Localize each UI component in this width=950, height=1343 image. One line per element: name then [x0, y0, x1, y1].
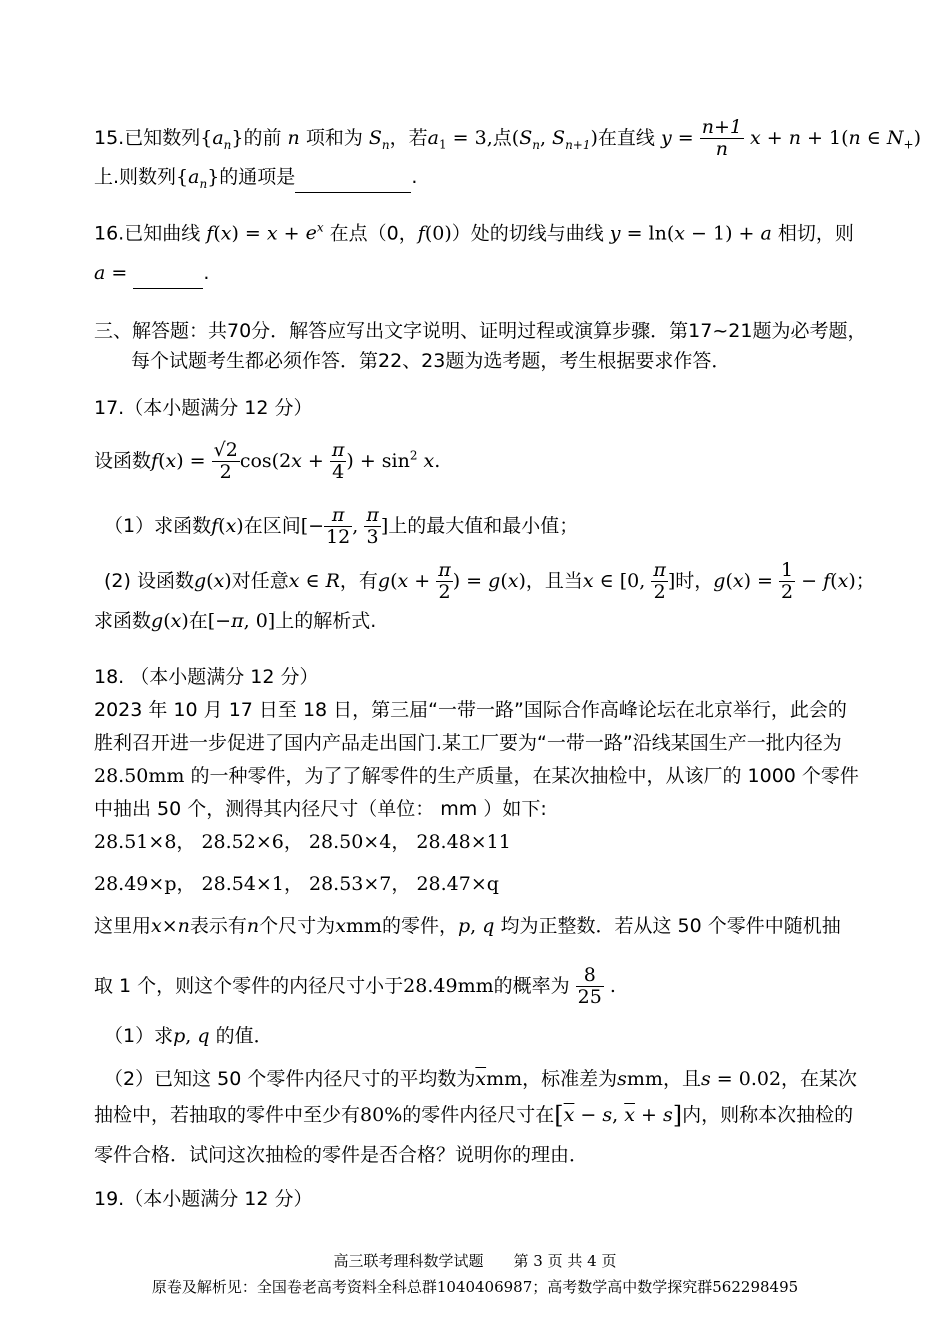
data-item: 28.49×p	[94, 873, 177, 895]
q19-header: 19.（本小题满分 12 分）	[94, 1188, 313, 1210]
q18-line6: 取 1 个，则这个零件的内径尺寸小于28.49mm的概率为 $\frac{8}{25}$ .	[94, 964, 616, 1008]
q18-line3: 28.50mm 的一种零件，为了了解零件的生产质量，在某次抽检中，从该厂的 1000 个零件	[94, 765, 859, 787]
q18-line5: 这里用x×n表示有n个尺寸为xmm的零件，p, q 均为正整数．若从这 50 个零件中随机抽	[94, 915, 841, 937]
fraction-n1-over-n: $\frac{n+1}{n}$	[701, 116, 742, 160]
q17-part2: (2) 设函数g(x)对任意x ∈ R，有g(x + $\frac{\pi}{2}$ ) = g(x)，且当x ∈ [0, $\frac{\pi}{2}$ ]时，g(x) = $\frac{1}{2}$ − f(x)；	[104, 559, 875, 603]
q15-line1: 15.已知数列$\{a_n\}$的前 n 项和为 $S_n$，若$a_1 = 3$,点($S_n$, $S_{n+1}$)在直线 y = $\frac{n+1}{n}$ x + n + 1(n ∈ $N_+$)	[94, 116, 921, 160]
page-footer: 高三联考理科数学试题 第 3 页 共 4 页	[333, 1252, 617, 1270]
q18-part2-line2: 抽检中，若抽取的零件中至少有80%的零件内径尺寸在[$\overline{x} - s$, $\overline{x} + s$]内，则称本次抽检的	[94, 1101, 854, 1130]
section3-line2: 每个试题考生都必须作答．第22、23题为选考题，考生根据要求作答．	[131, 350, 731, 372]
q18-part2: （2）已知这 50 个零件内径尺寸的平均数为$\overline{x}mm$，标准差为smm，且s = 0.02，在某次	[104, 1068, 858, 1090]
q18-data-row1: 28.51×8， 28.52×6， 28.50×4， 28.48×11	[94, 831, 511, 853]
q18-data-row2: 28.49×p， 28.54×1， 28.53×7， 28.47×q	[94, 873, 499, 895]
q18-header: 18. （本小题满分 12 分）	[94, 666, 319, 688]
q17-part1: （1）求函数f(x)在区间[− $\frac{\pi}{12}$ , $\frac{\pi}{3}$ ]上的最大值和最小值；	[104, 504, 579, 548]
q18-line4: 中抽出 50 个，测得其内径尺寸（单位： mm ）如下:	[94, 798, 547, 820]
answer-blank-15[interactable]	[295, 162, 411, 193]
data-item: 28.47×q	[416, 873, 499, 895]
q16-line2: a = .	[94, 258, 209, 289]
data-item: 28.54×1	[201, 873, 284, 895]
data-item: 28.51×8	[94, 831, 177, 853]
data-item: 28.52×6	[201, 831, 284, 853]
q15-line2: 上.则数列$\{a_n\}$的通项是 .	[94, 162, 417, 199]
q17-header: 17.（本小题满分 12 分）	[94, 397, 313, 419]
probability-fraction: $\frac{8}{25}$	[577, 964, 602, 1008]
answer-blank-16[interactable]	[133, 258, 203, 289]
q17-part2-line2: 求函数g(x)在[−π, 0]上的解析式.	[94, 610, 377, 632]
q18-line2: 胜利召开进一步促进了国内产品走出国门.某工厂要为“一带一路”沿线某国生产一批内径为	[94, 732, 842, 754]
q18-part1: （1）求p, q 的值．	[104, 1025, 273, 1047]
q17-intro: 设函数f(x) = $\frac{√2}{2}$ cos(2x + $\frac{\pi}{4}$ ) + $\sin^2 x$.	[94, 439, 441, 483]
q18-part2-line3: 零件合格．试问这次抽检的零件是否合格？说明你的理由．	[94, 1144, 589, 1166]
data-item: 28.53×7	[308, 873, 392, 895]
q16-line1: 16.已知曲线 $f(x) = x + e^x$ 在点（0，f(0)）处的切线与曲线 y = ln(x − 1) + a 相切，则	[94, 221, 854, 245]
footer-group-info: 原卷及解析见：全国卷老高考资料全科总群1040406987；高考数学高中数学探究群562298495	[151, 1278, 799, 1296]
data-item: 28.50×4	[308, 831, 392, 853]
section3-line1: 三、解答题：共70分．解答应写出文字说明、证明过程或演算步骤．第17~21题为必考题，	[94, 320, 867, 342]
data-item: 28.48×11	[416, 831, 511, 853]
q18-line1: 2023 年 10 月 17 日至 18 日，第三届“一带一路”国际合作高峰论坛在北京举行，此会的	[94, 699, 847, 721]
